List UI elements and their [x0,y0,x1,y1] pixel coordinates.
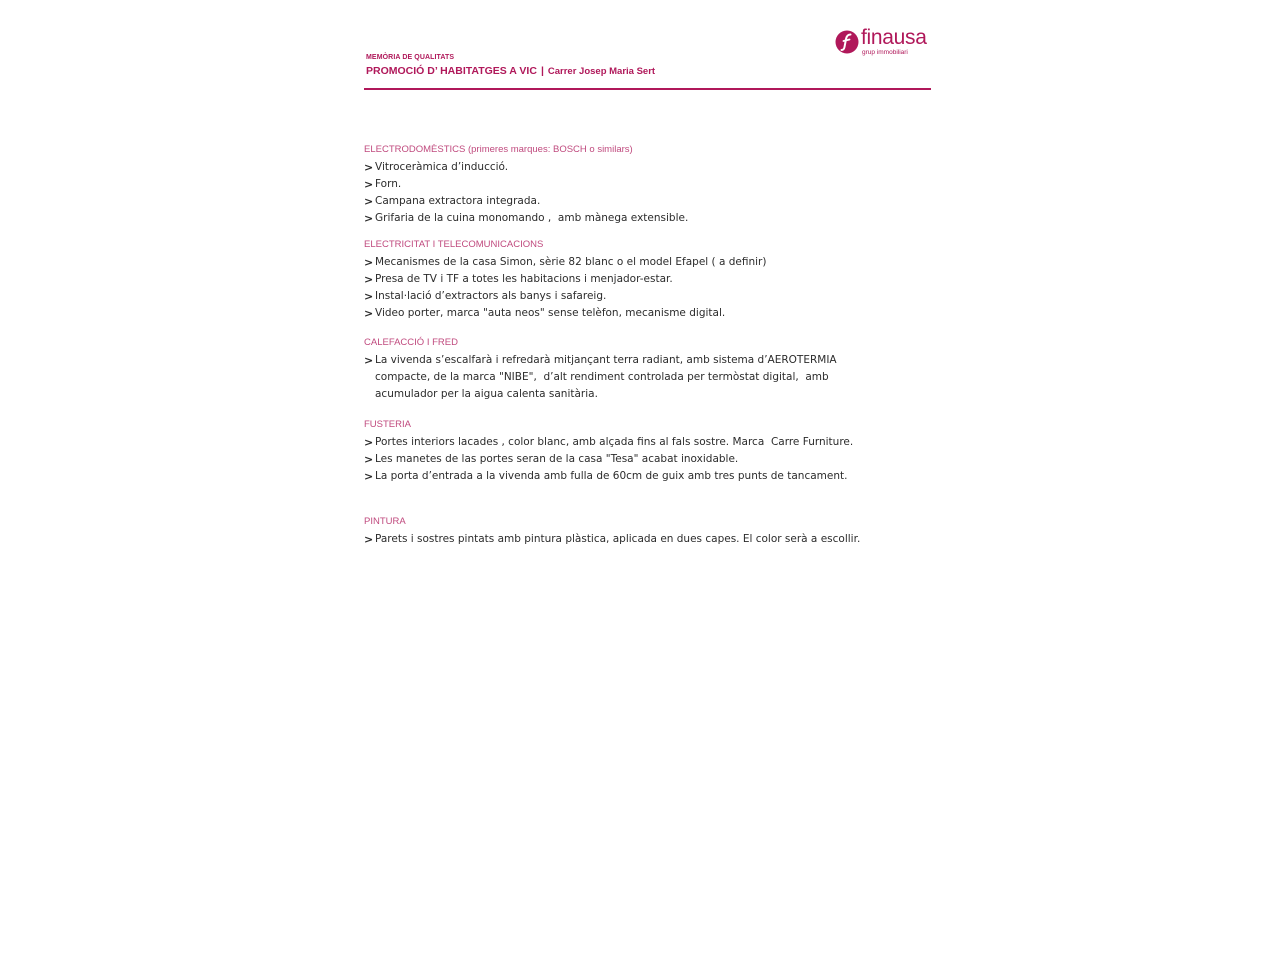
section-title: PINTURA [364,516,406,527]
bullet-arrow-icon: > [364,307,374,320]
list-item-text: Parets i sostres pintats amb pintura plàstica, aplicada en dues capes. El color serà a escollir. [375,533,861,545]
list-item-text: La porta d’entrada a la vivenda amb fulla de 60cm de guix amb tres punts de tancament. [375,470,848,482]
list-item-text: Forn. [375,178,402,190]
list-item [364,434,964,451]
bullet-arrow-icon: > [364,273,374,286]
bullet-arrow-icon: > [364,195,374,208]
list-item [364,288,964,305]
title-separator: | [540,65,544,77]
section-title: ELECTRICITAT I TELECOMUNICACIONS [364,239,544,250]
list-item-text: Presa de TV i TF a totes les habitacions i menjador-estar. [375,273,673,285]
list-item-text: Campana extractora integrada. [375,195,541,207]
list-item-text: Grifaria de la cuina monomando , amb mànega extensible. [375,212,689,224]
section-electrodomestics [364,144,964,227]
list-item [364,193,964,210]
list-item [364,254,964,271]
finausa-logo [835,26,931,58]
section-calefaccio [364,337,964,403]
list-item [364,451,964,468]
document-title-main: PROMOCIÓ D’ HABITATGES A VIC [366,65,537,77]
document-page [364,26,931,546]
section-title: ELECTRODOMÈSTICS (primeres marques: BOSCH o similars) [364,144,633,155]
list-item-text: Video porter, marca "auta neos" sense telèfon, mecanisme digital. [375,307,726,319]
section-title: FUSTERIA [364,419,411,430]
list-item-text: Portes interiors lacades , color blanc, amb alçada fins al fals sostre. Marca Carre Furniture. [375,436,854,448]
list-item [364,468,964,485]
bullet-arrow-icon: > [364,470,374,483]
logo-name: finausa [861,26,927,49]
list-item [364,305,964,322]
list-item-text: Instal·lació d’extractors als banys i safareig. [375,290,607,302]
list-item [364,210,964,227]
document-title [366,65,655,77]
bullet-arrow-icon: > [364,436,374,449]
bullet-arrow-icon: > [364,212,374,225]
list-item-text: Les manetes de las portes seran de la casa "Tesa" acabat inoxidable. [375,453,739,465]
list-item-text: La vivenda s’escalfarà i refredarà mitjançant terra radiant, amb sistema d’AEROTERMIA compacte, de la marca "NIBE", d’alt rendiment controlada per termòstat digital, amb acumulador per la aigua calenta sanitària. [375,354,837,400]
bullet-arrow-icon: > [364,354,374,367]
bullet-arrow-icon: > [364,453,374,466]
list-item [364,271,964,288]
logo-tagline: grup immobiliari [862,49,908,56]
list-item [364,531,964,548]
bullet-arrow-icon: > [364,290,374,303]
section-electricitat [364,239,964,322]
list-item-text: Mecanismes de la casa Simon, sèrie 82 blanc o el model Efapel ( a definir) [375,256,767,268]
bullet-arrow-icon: > [364,178,374,191]
section-title: CALEFACCIÓ I FRED [364,337,458,348]
section-fusteria [364,419,964,485]
document-kicker: MEMÒRIA DE QUALITATS [366,54,455,61]
logo-mark-icon [835,30,859,54]
list-item [364,352,964,403]
document-header [364,28,931,90]
document-subtitle: Carrer Josep Maria Sert [547,66,656,77]
list-item [364,159,964,176]
section-pintura [364,516,964,548]
bullet-arrow-icon: > [364,533,374,546]
bullet-arrow-icon: > [364,161,374,174]
list-item-text: Vitroceràmica d’inducció. [375,161,509,173]
list-item [364,176,964,193]
bullet-arrow-icon: > [364,256,374,269]
